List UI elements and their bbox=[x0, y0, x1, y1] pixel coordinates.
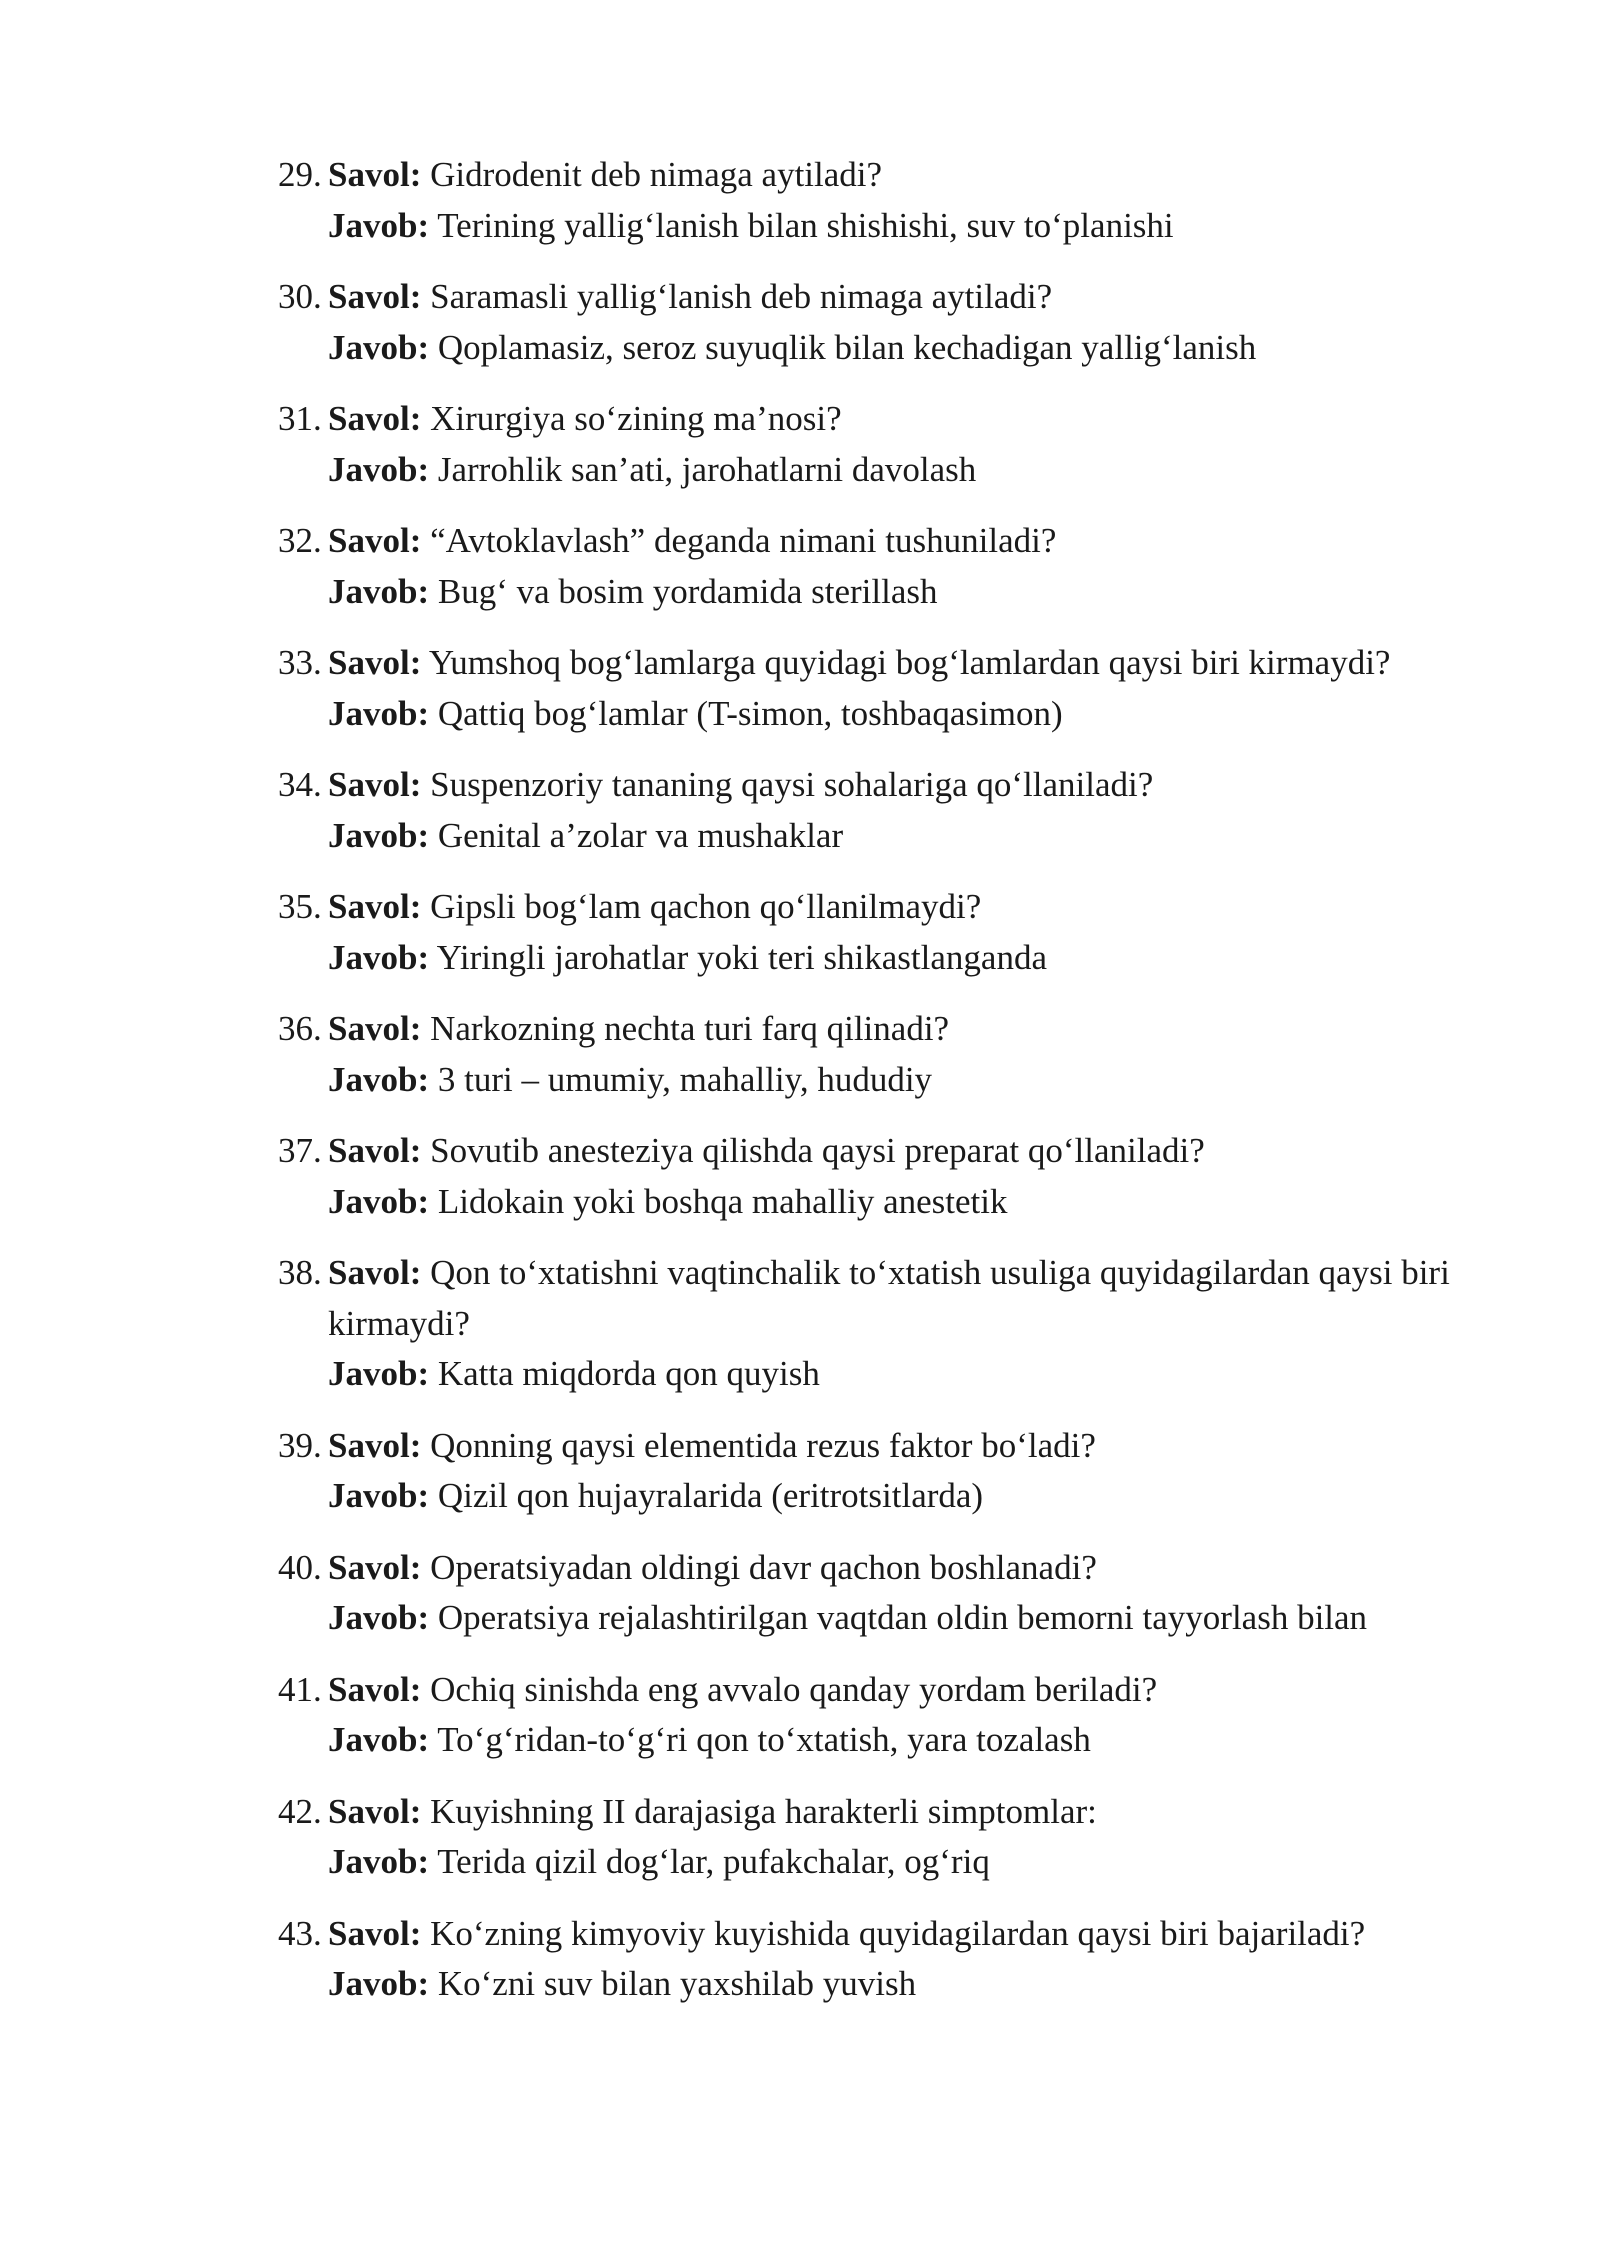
answer-text: Katta miqdorda qon quyish bbox=[437, 1354, 820, 1393]
question-line bbox=[328, 1787, 1498, 1838]
question-label: Savol: bbox=[328, 1791, 422, 1831]
question-label: Savol: bbox=[328, 765, 422, 804]
question-line bbox=[328, 1421, 1498, 1472]
question-text: Xirurgiya so‘zining ma’nosi? bbox=[430, 399, 842, 438]
answer-text: Genital a’zolar va mushaklar bbox=[437, 815, 844, 855]
answer-line bbox=[328, 1959, 1498, 2010]
item-number: 35. bbox=[278, 887, 322, 926]
answer-text: Lidokain yoki boshqa mahalliy anestetik bbox=[437, 1181, 1008, 1221]
answer-label: Javob: bbox=[328, 815, 430, 855]
question-label: Savol: bbox=[328, 155, 422, 194]
question-label: Savol: bbox=[328, 277, 422, 316]
question-label: Savol: bbox=[328, 1913, 422, 1953]
qa-item bbox=[278, 1909, 1498, 2010]
question-line bbox=[328, 760, 1498, 811]
question-text: Gipsli bog‘lam qachon qo‘llanilmaydi? bbox=[430, 887, 982, 926]
answer-text: Bug‘ va bosim yordamida sterillash bbox=[437, 571, 938, 611]
answer-line bbox=[328, 1055, 1498, 1106]
question-line bbox=[328, 272, 1498, 323]
answer-line bbox=[328, 445, 1498, 496]
answer-label: Javob: bbox=[328, 1964, 430, 2003]
answer-label: Javob: bbox=[328, 1354, 430, 1393]
qa-item bbox=[278, 1665, 1498, 1766]
item-number: 31. bbox=[278, 399, 322, 438]
answer-text: To‘g‘ridan-to‘g‘ri qon to‘xtatish, yara tozalash bbox=[437, 1720, 1091, 1759]
answer-label: Javob: bbox=[328, 571, 430, 611]
answer-text: Yiringli jarohatlar yoki teri shikastlanganda bbox=[436, 937, 1047, 977]
question-text: Qonning qaysi elementida rezus faktor bo‘ladi? bbox=[430, 1425, 1096, 1465]
item-number: 39. bbox=[278, 1425, 322, 1465]
item-number: 42. bbox=[278, 1791, 322, 1831]
question-label: Savol: bbox=[328, 1131, 422, 1170]
qa-item bbox=[278, 1421, 1498, 1522]
question-line bbox=[328, 1543, 1498, 1594]
item-number: 32. bbox=[278, 521, 322, 560]
answer-line bbox=[328, 1837, 1498, 1888]
item-number: 40. bbox=[278, 1547, 322, 1587]
item-number: 36. bbox=[278, 1009, 322, 1048]
answer-line bbox=[328, 1349, 1498, 1400]
answer-label: Javob: bbox=[328, 1598, 430, 1637]
answer-line bbox=[328, 1715, 1498, 1766]
question-line bbox=[328, 638, 1498, 689]
answer-text: Ko‘zni suv bilan yaxshilab yuvish bbox=[437, 1964, 917, 2003]
question-label: Savol: bbox=[328, 1425, 422, 1465]
qa-item bbox=[278, 394, 1498, 495]
answer-label: Javob: bbox=[328, 327, 430, 367]
answer-line bbox=[328, 1177, 1498, 1228]
item-number: 34. bbox=[278, 765, 322, 804]
answer-label: Javob: bbox=[328, 1181, 430, 1221]
question-text: Suspenzoriy tananing qaysi sohalariga qo‘llaniladi? bbox=[430, 765, 1154, 804]
question-line bbox=[328, 1126, 1498, 1177]
answer-text: Qoplamasiz, seroz suyuqlik bilan kechadigan yallig‘lanish bbox=[437, 327, 1257, 367]
item-number: 37. bbox=[278, 1131, 322, 1170]
question-line bbox=[328, 150, 1498, 201]
answer-line bbox=[328, 933, 1498, 984]
qa-item bbox=[278, 1126, 1498, 1227]
qa-item bbox=[278, 272, 1498, 373]
question-label: Savol: bbox=[328, 1253, 422, 1292]
answer-label: Javob: bbox=[328, 693, 430, 733]
answer-line bbox=[328, 323, 1498, 374]
qa-item bbox=[278, 1543, 1498, 1644]
question-text: Kuyishning II darajasiga harakterli simptomlar: bbox=[430, 1791, 1097, 1831]
answer-line bbox=[328, 567, 1498, 618]
question-label: Savol: bbox=[328, 1009, 422, 1048]
answer-text: Terida qizil dog‘lar, pufakchalar, og‘riq bbox=[437, 1842, 990, 1881]
answer-label: Javob: bbox=[328, 1476, 430, 1515]
answer-line bbox=[328, 1471, 1498, 1522]
answer-label: Javob: bbox=[328, 205, 430, 245]
question-line bbox=[328, 1004, 1498, 1055]
item-number: 43. bbox=[278, 1913, 322, 1953]
answer-text: Qizil qon hujayralarida (eritrotsitlarda) bbox=[437, 1476, 984, 1515]
question-text: Ko‘zning kimyoviy kuyishida quyidagilardan qaysi biri bajariladi? bbox=[430, 1913, 1366, 1953]
question-label: Savol: bbox=[328, 887, 422, 926]
question-line bbox=[328, 1665, 1498, 1716]
question-line bbox=[328, 1248, 1498, 1349]
qa-item bbox=[278, 1248, 1498, 1400]
item-number: 29. bbox=[278, 155, 322, 194]
question-line bbox=[328, 1909, 1498, 1960]
item-number: 33. bbox=[278, 643, 322, 682]
question-line bbox=[328, 394, 1498, 445]
qa-item bbox=[278, 1787, 1498, 1888]
answer-label: Javob: bbox=[328, 1842, 430, 1881]
answer-text: Terining yallig‘lanish bilan shishishi, suv to‘planishi bbox=[437, 205, 1174, 245]
item-number: 30. bbox=[278, 277, 322, 316]
qa-item bbox=[278, 638, 1498, 739]
answer-label: Javob: bbox=[328, 449, 430, 489]
question-text: Yumshoq bog‘lamlarga quyidagi bog‘lamlardan qaysi biri kirmaydi? bbox=[428, 643, 1391, 682]
item-number: 41. bbox=[278, 1669, 322, 1709]
question-label: Savol: bbox=[328, 1547, 422, 1587]
question-text: Qon to‘xtatishni vaqtinchalik to‘xtatish usuliga quyidagilardan qaysi biri kirmaydi? bbox=[328, 1253, 1450, 1343]
answer-line bbox=[328, 201, 1498, 252]
answer-line bbox=[328, 689, 1498, 740]
question-label: Savol: bbox=[328, 1669, 422, 1709]
answer-label: Javob: bbox=[328, 1720, 430, 1759]
answer-text: Operatsiya rejalashtirilgan vaqtdan oldin bemorni tayyorlash bilan bbox=[437, 1598, 1368, 1637]
question-line bbox=[328, 516, 1498, 567]
qa-item bbox=[278, 1004, 1498, 1105]
answer-label: Javob: bbox=[328, 1059, 430, 1099]
question-text: “Avtoklavlash” deganda nimani tushuniladi? bbox=[430, 521, 1057, 560]
question-text: Sovutib anesteziya qilishda qaysi preparat qo‘llaniladi? bbox=[430, 1131, 1205, 1170]
answer-text: Jarrohlik san’ati, jarohatlarni davolash bbox=[437, 449, 977, 489]
answer-label: Javob: bbox=[328, 937, 430, 977]
question-text: Saramasli yallig‘lanish deb nimaga aytiladi? bbox=[430, 277, 1053, 316]
item-number: 38. bbox=[278, 1253, 322, 1292]
question-label: Savol: bbox=[328, 521, 422, 560]
qa-item bbox=[278, 760, 1498, 861]
answer-text: Qattiq bog‘lamlar (T-simon, toshbaqasimon) bbox=[437, 693, 1063, 733]
qa-item bbox=[278, 516, 1498, 617]
question-text: Gidrodenit deb nimaga aytiladi? bbox=[430, 155, 883, 194]
qa-list bbox=[278, 150, 1498, 2031]
question-text: Ochiq sinishda eng avvalo qanday yordam beriladi? bbox=[430, 1669, 1158, 1709]
answer-text: 3 turi – umumiy, mahalliy, hududiy bbox=[437, 1059, 933, 1099]
question-text: Operatsiyadan oldingi davr qachon boshlanadi? bbox=[430, 1547, 1097, 1587]
question-label: Savol: bbox=[328, 643, 422, 682]
qa-item bbox=[278, 150, 1498, 251]
qa-item bbox=[278, 882, 1498, 983]
question-label: Savol: bbox=[328, 399, 422, 438]
answer-line bbox=[328, 811, 1498, 862]
answer-line bbox=[328, 1593, 1498, 1644]
question-text: Narkozning nechta turi farq qilinadi? bbox=[430, 1009, 950, 1048]
question-line bbox=[328, 882, 1498, 933]
